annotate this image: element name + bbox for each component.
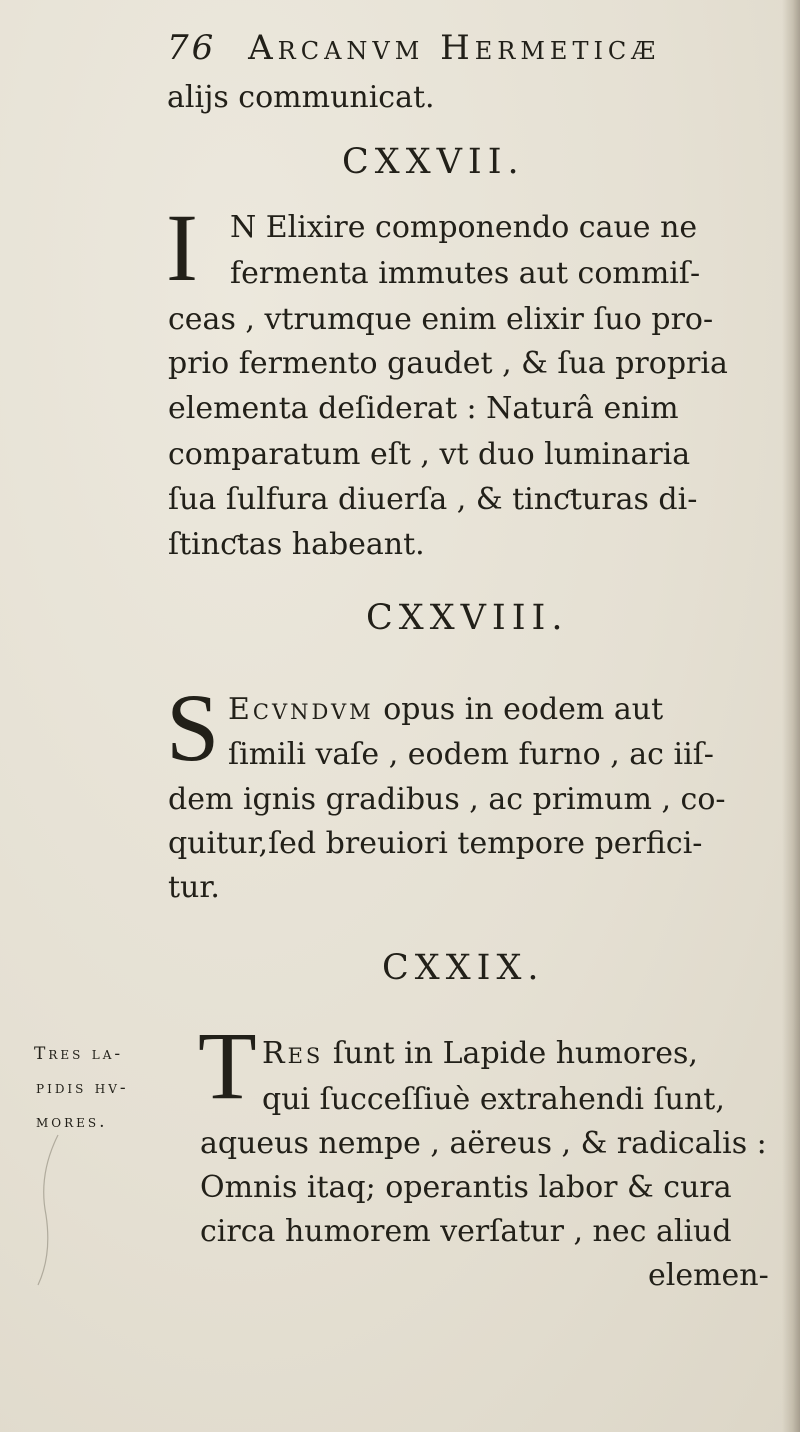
section-heading-cxxviii: CXXVIII. (366, 598, 569, 638)
page-number: 76 (167, 28, 217, 68)
text-line: prio fermento gaudet , & ſua propria (168, 346, 728, 381)
text-line: fermenta immutes aut commiſ- (230, 256, 701, 291)
running-header (167, 28, 767, 74)
text-line: comparatum eſt , vt duo luminaria (168, 437, 691, 472)
text-line: ceas , vtrumque enim elixir ſuo pro- (168, 302, 714, 337)
margin-note-line: mores. (36, 1112, 108, 1132)
catchword: elemen- (648, 1258, 769, 1293)
drop-cap-i: I (166, 194, 198, 301)
text-line: dem ignis gradibus , ac primum , co- (168, 782, 726, 817)
text-line: ſtinƈtas habeant. (168, 527, 425, 562)
drop-cap-t: T (198, 1012, 257, 1119)
margin-bracket-decoration (28, 1095, 68, 1295)
text-line: qui ſucceſſiuè extrahendi ſunt, (262, 1082, 725, 1117)
text-line: ſua ſulfura diuerſa , & tinƈturas di- (168, 482, 698, 517)
text-line: ſimili vaſe , eodem furno , ac iiſ- (228, 737, 714, 772)
text-line-rest: ſunt in Lapide humores, (323, 1036, 698, 1071)
text-line: circa humorem verſatur , nec aliud (200, 1214, 732, 1249)
margin-note-line: Tres la- (34, 1044, 124, 1064)
first-word-caps: Ecvndvm (228, 692, 374, 727)
text-line: aqueus nempe , aëreus , & radicalis : (200, 1126, 767, 1161)
running-title: Arcanvm Hermeticæ (248, 28, 661, 68)
drop-cap-s: S (166, 674, 220, 781)
text-line-with-caps (228, 690, 663, 730)
text-line: quitur,ſed breuiori tempore perfici- (168, 826, 703, 861)
first-word-caps: Res (262, 1036, 324, 1071)
page-edge-shadow (782, 0, 800, 1432)
text-line: Omnis itaq; operantis labor & cura (200, 1170, 732, 1205)
text-line: tur. (168, 870, 220, 905)
section-heading-cxxix: CXXIX. (382, 948, 545, 988)
text-line: elementa deſiderat : Naturâ enim (168, 391, 679, 426)
section-heading-cxxvii: CXXVII. (342, 142, 525, 182)
margin-note-line: pidis hv- (36, 1078, 129, 1098)
text-line-rest: opus in eodem aut (373, 692, 664, 727)
text-line: N Elixire componendo caue ne (230, 210, 698, 245)
text-line-with-caps (262, 1034, 698, 1074)
continuation-line: alijs communicat. (167, 80, 435, 115)
